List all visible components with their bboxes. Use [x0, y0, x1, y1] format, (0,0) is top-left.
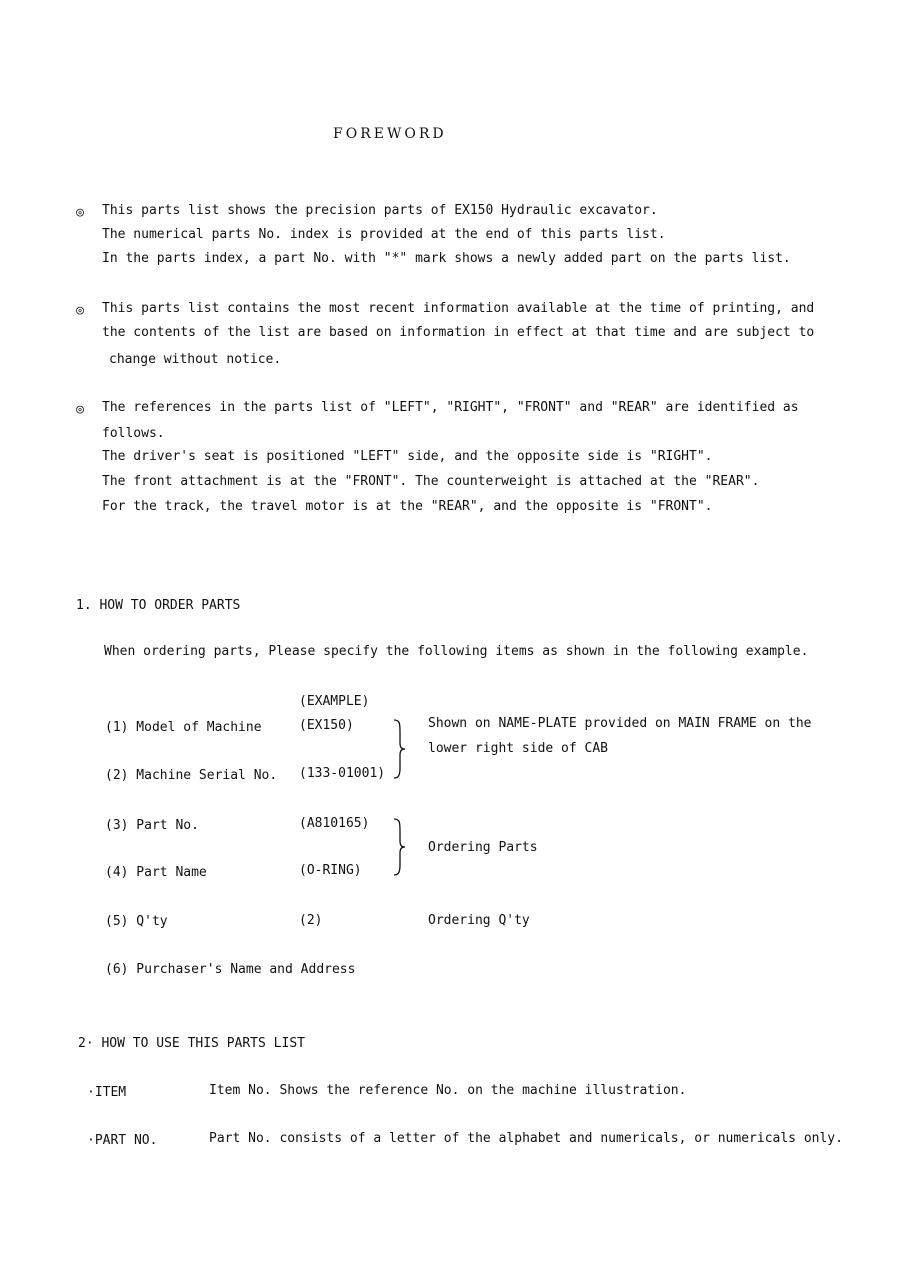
paragraph-3-line-4: The front attachment is at the "FRONT". The counterweight is attached at the "REAR".: [102, 474, 760, 489]
paragraph-2-line-2: the contents of the list are based on information in effect at that time and are subject to: [102, 325, 815, 340]
paragraph-3-line-3: The driver's seat is positioned "LEFT" side, and the opposite side is "RIGHT".: [102, 449, 713, 464]
term-item: ·ITEM: [87, 1085, 127, 1100]
order-item-label: (2) Machine Serial No.: [105, 768, 278, 783]
brace-icon: [392, 817, 408, 877]
brace-icon: [392, 718, 408, 780]
order-item-label: (6) Purchaser's Name and Address: [105, 962, 356, 977]
bullet-icon: ◎: [76, 402, 84, 417]
order-item-value: (133-01001): [299, 766, 386, 781]
paragraph-3-line-2: follows.: [102, 426, 165, 441]
ordering-qty-note: Ordering Q'ty: [428, 913, 530, 928]
term-part-no: ·PART NO.: [87, 1133, 158, 1148]
paragraph-1-line-2: The numerical parts No. index is provided at the end of this parts list.: [102, 227, 666, 242]
order-item-value: (EX150): [299, 718, 354, 733]
paragraph-2-line-3: change without notice.: [109, 352, 282, 367]
paragraph-2-line-1: This parts list contains the most recent information available at the time of printing, and: [102, 301, 815, 316]
bullet-icon: ◎: [76, 205, 84, 220]
paragraph-3-line-5: For the track, the travel motor is at the "REAR", and the opposite is "FRONT".: [102, 499, 713, 514]
order-item-label: (4) Part Name: [105, 865, 207, 880]
term-item-description: Item No. Shows the reference No. on the machine illustration.: [209, 1083, 687, 1098]
order-item-value: (2): [299, 913, 323, 928]
section-1-heading: 1. HOW TO ORDER PARTS: [76, 598, 241, 613]
paragraph-3-line-1: The references in the parts list of "LEFT", "RIGHT", "FRONT" and "REAR" are identified as: [102, 400, 799, 415]
page-title: FOREWORD: [333, 126, 447, 142]
section-1-intro: When ordering parts, Please specify the following items as shown in the following example.: [104, 644, 809, 659]
nameplate-note-line-2: lower right side of CAB: [428, 741, 609, 756]
example-label: (EXAMPLE): [299, 694, 370, 709]
order-item-label: (5) Q'ty: [105, 914, 168, 929]
paragraph-1-line-1: This parts list shows the precision parts of EX150 Hydraulic excavator.: [102, 203, 658, 218]
order-item-value: (A810165): [299, 816, 370, 831]
order-item-label: (1) Model of Machine: [105, 720, 262, 735]
nameplate-note-line-1: Shown on NAME-PLATE provided on MAIN FRAME on the: [428, 716, 812, 731]
order-item-value: (O-RING): [299, 863, 362, 878]
bullet-icon: ◎: [76, 303, 84, 318]
ordering-parts-note: Ordering Parts: [428, 840, 538, 855]
order-item-label: (3) Part No.: [105, 818, 199, 833]
term-part-no-description: Part No. consists of a letter of the alphabet and numericals, or numericals only.: [209, 1131, 843, 1146]
section-2-heading: 2· HOW TO USE THIS PARTS LIST: [78, 1036, 305, 1051]
paragraph-1-line-3: In the parts index, a part No. with "*" mark shows a newly added part on the parts list.: [102, 251, 791, 266]
